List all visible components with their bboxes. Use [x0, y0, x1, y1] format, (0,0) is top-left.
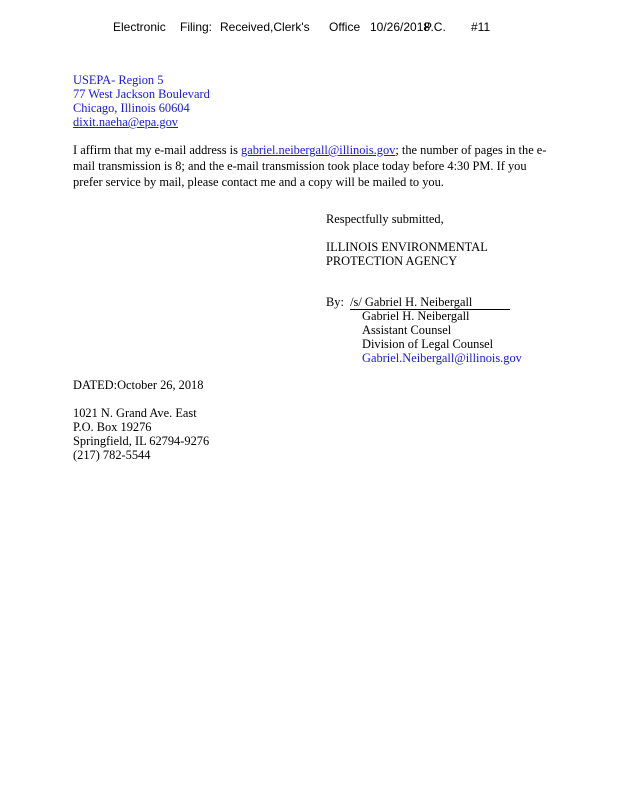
header-filing: Filing: — [180, 20, 213, 34]
header-date: 10/26/2018 — [370, 20, 431, 34]
header-electronic: Electronic — [113, 20, 166, 34]
signer-details — [362, 309, 522, 365]
agency-line1: ILLINOIS ENVIRONMENTAL — [326, 240, 488, 254]
signer-email-link[interactable]: Gabriel.Neibergall@illinois.gov — [362, 351, 522, 365]
signer-name: Gabriel H. Neibergall — [362, 309, 470, 323]
respectfully-submitted: Respectfully submitted, — [326, 212, 444, 226]
dated-line — [73, 378, 203, 392]
agency-name — [326, 240, 488, 268]
signer-division: Division of Legal Counsel — [362, 337, 494, 351]
signature-line — [326, 295, 510, 310]
contact-line1: 1021 N. Grand Ave. East — [73, 406, 197, 420]
contact-line2: P.O. Box 19276 — [73, 420, 152, 434]
contact-line3: Springfield, IL 62794-9276 — [73, 434, 210, 448]
recipient-line3: Chicago, Illinois 60604 — [73, 101, 190, 115]
recipient-line2: 77 West Jackson Boulevard — [73, 87, 210, 101]
electronic-signature: /s/ Gabriel H. Neibergall — [350, 295, 510, 310]
affirmation-email-link[interactable]: gabriel.neibergall@illinois.gov — [241, 143, 396, 157]
affirmation-text-1: I affirm that my e-mail address is — [73, 143, 242, 157]
affirmation-paragraph — [73, 142, 553, 190]
contact-phone: (217) 782-5544 — [73, 448, 151, 462]
recipient-email-link[interactable]: dixit.naeha@epa.gov — [73, 115, 178, 129]
header-received: Received,Clerk's — [220, 20, 310, 34]
agency-line2: PROTECTION AGENCY — [326, 254, 458, 268]
header-office: Office — [329, 20, 361, 34]
header-number: #11 — [471, 20, 491, 34]
dated-date: October 26, 2018 — [117, 378, 204, 392]
recipient-address — [73, 73, 210, 129]
by-label: By: — [326, 295, 344, 309]
contact-address — [73, 406, 209, 462]
recipient-line1: USEPA- Region 5 — [73, 73, 164, 87]
dated-label: DATED: — [73, 378, 118, 392]
header-pc: P.C. — [424, 20, 446, 34]
signer-title: Assistant Counsel — [362, 323, 452, 337]
affirmation-text-2: ; the number of pages in the e-mail transmission is 8; and the e-mail transmission took place today before 4:30 PM. If you prefer service by mail, please contact me and a copy will be mailed to you. — [73, 143, 547, 189]
